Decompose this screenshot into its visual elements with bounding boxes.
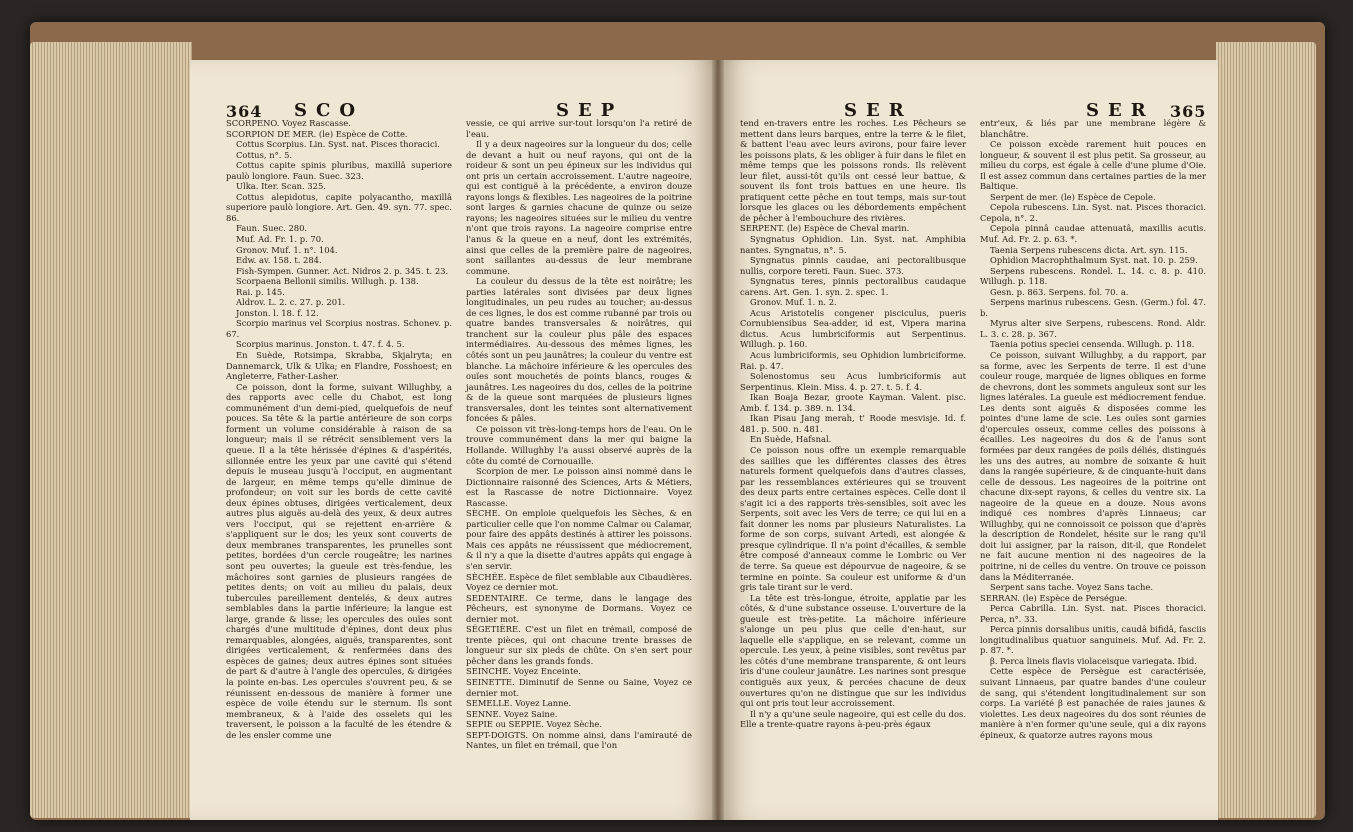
left-page-edges xyxy=(30,42,192,818)
left-column-1 xyxy=(226,118,452,740)
paragraph: La couleur du dessus de la tête est noirâtre; les parties latérales sont divisées par deux lignes longitudinales, un peu rudes au toucher; au-dessus de ces lignes, le dos est comme rubanné par trois ou quatre bandes transversales & noirâtres, qui tranchent sur la couleur plus pâle des espaces intermédiaires. Au-dessous des mêmes lignes, les côtés sont un peu jaunâtres; la couleur du ventre est blanche. La mâchoire inférieure & les opercules des ouïes sont mouchetés de points blancs, rouges & jaunâtres. Les nageoires du dos, celles de la poitrine & de la queue sont marquées de plusieurs lignes transversales, dont les teintes sont alternativement foncées & pâles. xyxy=(466,276,692,424)
paragraph: Ce poisson, dont la forme, suivant Willughby, a des rapports avec celle du Chabot, est long communément d'un demi-pied, quelquefois de neuf pouces. Sa tête & la partie antérieure de son corps forment un volume considérable à raison de sa longueur; mais il se rétrécit sensiblement vers la queue. Il a la tête hérissée d'épines & d'aspérités, sillonnée entre les yeux par une cavité qui s'étend depuis le museau jusqu'à l'occiput, en augmentant de largeur, en même temps qu'elle diminue de profondeur; on voit sur les bords de cette cavité deux épines obtuses, dirigées verticalement, deux autres plus aiguës au-delà des yeux, & deux autres vers l'occiput, qui se rejettent en-arrière & s'appliquent sur le dos; les yeux sont couverts de deux membranes transparentes, les prunelles sont petites, bordées d'un cercle rougeâtre; les narines sont peu ouvertes; la gueule est très-fendue, les mâchoires sont garnies de plusieurs rangées de petites dents; on voit au milieu du palais, deux tubercules pareillement dentelés, & deux autres semblables dans la partie inférieure; la langue est large, grande & lisse; les opercules des ouïes sont chargés d'une multitude d'épines, dont deux plus remarquables, alongées, aiguës, transparentes, sont dirigées verticalement, & renfermées dans des espèces de gaines; deux autres épines sont situées de part & d'autre à l'angle des opercules, & dirigées la pointe en-bas. Les opercules s'ouvrent peu, & se réunissent en-dessous de manière à former une espèce de voile étendu sur le sternum. Ils sont membraneux, & à l'aide des osselets qui les traversent, le poisson a la faculté de les étendre & de les ensler comme une xyxy=(226,381,452,740)
paragraph: SÉGETIÈRE. C'est un filet en trémail, composé de trente pièces, qui ont chacune trente brasses de longueur sur six pieds de chûte. On s'en sert pour pêcher dans les grands fonds. xyxy=(466,624,692,666)
paragraph: Syngnatus pinnis caudae, ani pectoralibusque nullis, corpore tereti. Faun. Suec. 373. xyxy=(740,255,966,276)
paragraph: Acus Aristotelis congener pisciculus, pueris Cornubiensibus Sea-adder, id est, Vipera marina dictus. Acus lumbriciformis aut Serpentinus. Willugh. p. 160. xyxy=(740,307,966,350)
paragraph: Perca pinnis dorsalibus unitis, caudâ bifidâ, fasciis longitudinalibus quatuor sanguineis. Muf. Ad. Fr. 2. p. 87. *. xyxy=(980,624,1206,656)
paragraph: SCORPENO. Voyez Rascasse. xyxy=(226,118,351,128)
paragraph: SCORPION DE MER. (le) Espèce de Cotte. xyxy=(226,128,408,139)
paragraph: Muf. Ad. Fr. 1. p. 70. xyxy=(236,234,324,245)
paragraph: Scorpaena Bellonii similis. Willugh. p. 138. xyxy=(236,276,419,287)
paragraph: tend en-travers entre les roches. Les Pêcheurs se mettent dans leurs barques, entre la terre & le filet, & battent l'eau avec leurs avirons, pour faire lever les poissons plats, & les obliger à fuir dans le filet en même temps que les poissons ronds. Ils relèvent leur filet, aussi-tôt qu'ils ont cessé leur battue, & souvent ils font trois battues en une heure. Ils pratiquent cette pêche en tout temps, mais sur-tout lorsque les glaces ou les débordements empêchent de pêcher à l'embouchure des rivières. xyxy=(740,118,966,223)
paragraph: Syngnatus Ophidion. Lin. Syst. nat. Amphibia nantes. Syngnatus, n°. 5. xyxy=(740,234,966,255)
paragraph: SEINCHE. Voyez Enceinte. xyxy=(466,666,581,677)
paragraph: Cottus, n°. 5. xyxy=(236,149,293,160)
paragraph: SERRAN. (le) Espèce de Perségue. xyxy=(980,592,1128,603)
book-spread xyxy=(30,22,1325,820)
paragraph: Gesn. p. 863. Serpens. fol. 70. a. xyxy=(990,286,1129,297)
paragraph: En Suède, Hafsnal. xyxy=(750,434,832,445)
paragraph: Serpent de mer. (le) Espèce de Cepole. xyxy=(990,191,1156,202)
right-page-number: 365 xyxy=(1170,102,1207,121)
paragraph: Ce poisson excède rarement huit pouces en longueur, & souvent il est plus petit. Sa grosseur, au milieu du corps, est égale à celle d'une plume d'Oie. Il est assez commun dans certaines parties de la mer Baltique. xyxy=(980,139,1206,192)
paragraph: Taenia potius speciei censenda. Willugh. p. 118. xyxy=(990,339,1195,350)
paragraph: SEPT-DOIGTS. On nomme ainsi, dans l'amirauté de Nantes, un filet en trémail, que l'on xyxy=(466,729,692,751)
paragraph: SEMELLE. Voyez Lanne. xyxy=(466,698,572,709)
paragraph: Scorpion de mer. Le poisson ainsi nommé dans le Dictionnaire raisonné des Sciences, Arts & Métiers, est la Rascasse de notre Dictionnaire. Voyez Rascasse. xyxy=(466,466,692,508)
paragraph: Ikan Pisau Jang merah, t' Roode mesvisje. Id. f. 481. p. 500. n. 481. xyxy=(740,413,966,434)
paragraph: SEINETTE. Diminutif de Senne ou Saine, Voyez ce dernier mot. xyxy=(466,676,692,698)
right-page xyxy=(718,60,1218,820)
right-column-2 xyxy=(980,118,1206,740)
paragraph: Scorpio marinus vel Scorpius nostras. Schonev. p. 67. xyxy=(226,318,452,339)
paragraph: Ce poisson nous offre un exemple remarquable des saillies que les différentes classes des êtres naturels forment quelquefois dans d'autres classes, par les ressemblances extérieures qui se trouvent des deux parts entre certaines espèces. Celle dont il s'agit ici a des rapports très-sensibles, soit avec les Serpents, soit avec les Vers de terre; ce qui lui en a fait donner les noms par plusieurs Naturalistes. La forme de son corps, suivant Artedi, est alongée & presque cylindrique. Il n'a point d'écailles, & semble être composé d'anneaux comme le Lombric ou Ver de terre. Sa queue est dépourvue de nageoire, & se termine en pointe. Sa couleur est uniforme & d'un gris tale tirant sur le verd. xyxy=(740,444,966,593)
paragraph: Cepola pinnâ caudae attenuatâ, maxillis acutis. Muf. Ad. Fr. 2. p. 63. *. xyxy=(980,223,1206,245)
paragraph: SEDENTAIRE. Ce terme, dans le langage des Pêcheurs, est synonyme de Dormans. Voyez ce dernier mot. xyxy=(466,592,692,624)
paragraph: Jonston. l. 18. f. 12. xyxy=(236,307,319,318)
paragraph: SERPENT. (le) Espèce de Cheval marin. xyxy=(740,223,910,234)
paragraph: Ulka. Iter. Scan. 325. xyxy=(236,181,326,192)
paragraph: Faun. Suec. 280. xyxy=(236,223,308,234)
paragraph: Ophidion Macrophthalmum Syst. nat. 10. p. 259. xyxy=(990,255,1198,266)
right-page-edges xyxy=(1216,42,1316,818)
paragraph: La tête est très-longue, étroite, applatie par les côtés, & d'une substance osseuse. L'ouverture de la gueule est très-petite. La mâchoire inférieure s'alonge un peu plus que celle d'en-haut, sur laquelle elle s'applique, en se relevant, comme un opercule. Les yeux, à peine visibles, sont revêtus par les côtés d'une membrane transparente, & ont leurs iris d'une couleur jaunâtre. Les narines sont presque contiguës aux yeux, & percées chacune de deux ouvertures qu'on ne distingue que sur les individus qui ont pris tout leur accroissement. xyxy=(740,592,966,709)
paragraph: Gronov. Muf. 1. n. 2. xyxy=(750,297,837,308)
paragraph: Taenia Serpens rubescens dicta. Art. syn. 115. xyxy=(990,244,1188,255)
paragraph: Cottus alepidotus, capite polyacantho, maxillâ superiore paulò longiore. Art. Gen. 49. syn. 77. spec. 86. xyxy=(226,191,452,223)
paragraph: Solenostomus seu Acus lumbriciformis aut Serpentinus. Klein. Miss. 4. p. 27. t. 5. f. 4. xyxy=(740,371,966,392)
paragraph: Cepola rubescens. Lin. Syst. nat. Pisces thoracici. Cepola, n°. 2. xyxy=(980,202,1206,223)
paragraph: Myrus alter sive Serpens, rubescens. Rond. Aldr. L. 3. c. 28. p. 367. xyxy=(980,318,1206,339)
book-gutter xyxy=(712,60,724,820)
paragraph: Cette espèce de Persègue est caractérisée, suivant Linnaeus, par quatre bandes d'une couleur de sang, qui s'étendent longitudinalement sur son corps. La variété β est panachée de raies jaunes & violettes. Les deux nageoires du dos sont réunies de manière à n'en former qu'une seule, qui a dix rayons épineux, & quatorze autres rayons mous xyxy=(980,666,1206,740)
right-column-1 xyxy=(740,118,966,730)
left-page xyxy=(190,60,718,820)
paragraph: entr'eux, & liés par une membrane légère & blanchâtre. xyxy=(980,118,1206,139)
right-head-ser-2: SER xyxy=(1086,100,1155,121)
paragraph: Serpent sans tache. Voyez Sans tache. xyxy=(990,582,1154,593)
paragraph: SEPIE ou SEPPIE. Voyez Sèche. xyxy=(466,719,603,730)
paragraph: Acus lumbriciformis, seu Ophidion lumbriciforme. Rai. p. 47. xyxy=(740,350,966,371)
paragraph: Perca Cabrilla. Lin. Syst. nat. Pisces thoracici. Perca, n°. 33. xyxy=(980,603,1206,624)
paragraph: Cottus capite spinis pluribus, maxillâ superiore paulò longiore. Faun. Suec. 323. xyxy=(226,160,452,181)
paragraph: Ce poisson vit très-long-temps hors de l'eau. On le trouve communément dans la mer qui baigne la Hollande. Willughby l'a aussi observé auprès de la côte du comté de Cornouaille. xyxy=(466,423,692,466)
paragraph: SENNE. Voyez Saine. xyxy=(466,708,558,719)
paragraph: Ikan Boaja Bezar, groote Kayman. Valent. pisc. Amb. f. 134. p. 389. n. 134. xyxy=(740,392,966,413)
paragraph: Syngnatus teres, pinnis pectoralibus caudaque carens. Art. Gen. 1. syn. 2. spec. 1. xyxy=(740,276,966,297)
left-column-2 xyxy=(466,118,692,751)
left-head-sco: SCO xyxy=(294,100,365,121)
paragraph: Edw. av. 158. t. 284. xyxy=(236,255,322,266)
paragraph: Ce poisson, suivant Willughby, a du rapport, par sa forme, avec les Serpents de terre. Il est d'une couleur rouge, marquée de lignes obliques en forme de chevrons, dont les sommets anguleux sont sur les lignes latérales. La gueule est médiocrement fendue. Les dents sont aiguës & disposées comme les pointes d'une lame de scie. Les ouïes sont garnies d'opercules osseux, comme celles des poissons à écailles. Les nageoires du dos & de l'anus sont formées par deux rangées de poils déliés, distingués les uns des autres, au nombre de soixante & huit dans la rangée supérieure, & de cinquante-huit dans celle de dessous. Les nageoires de la poitrine ont chacune dix-sept rayons, & celles du ventre six. La nageoire de la queue en a douze. Nous avons indiqué ces nombres d'après Linnaeus; car Willughby, qui ne connoissoit ce poisson que d'après la description de Rondelet, hésite sur le rang qu'il doit lui assigner, par la raison, dit-il, que Rondelet ne fait aucune mention ni des nageoires de la poitrine, ni de celles du ventre. On trouve ce poisson dans la Méditerranée. xyxy=(980,350,1206,582)
paragraph: Rai. p. 145. xyxy=(236,286,285,297)
right-head-ser-1: SER xyxy=(844,100,913,121)
paragraph: SÈCHE. On emploie quelquefois les Sèches, & en particulier celle que l'on nomme Calmar ou Calamar, pour faire des appâts destinés à attirer les poissons. Mais ces appâts ne réussissent que médiocrement, & il n'y a que la disette d'autres appâts qui engage à s'en servir. xyxy=(466,508,692,571)
paragraph: Fish-Sympen. Gunner. Act. Nidros 2. p. 345. t. 23. xyxy=(236,265,449,276)
paragraph: Serpens rubescens. Rondel. L. 14. c. 8. p. 410. Willugh. p. 118. xyxy=(980,265,1206,287)
left-head-sep: SEP xyxy=(556,100,624,121)
paragraph: SÈCHÉE. Espèce de filet semblable aux Cibaudières. Voyez ce dernier mot. xyxy=(466,571,692,593)
paragraph: Il y a deux nageoires sur la longueur du dos; celle de devant a huit ou neuf rayons, qui ont de la roideur & sont un peu épineux sur les individus qui ont pris un certain accroissement. L'autre nageoire, qui est contiguë à la précédente, a environ douze rayons longs & flexibles. Les nageoires de la poitrine sont larges & garnies chacune de quinze ou seize rayons; les nageoires situées sur le milieu du ventre n'ont que trois rayons. La nageoire comprise entre l'anus & la queue en a neuf, dont les extrémités, ainsi que celles de la première paire de nageoires, sont saillantes au-dessus de leur membrane commune. xyxy=(466,139,692,276)
left-page-number: 364 xyxy=(226,102,263,121)
paragraph: Scorpius marinus. Jonston. t. 47. f. 4. 5. xyxy=(236,339,405,350)
paragraph: Aldrov. L. 2. c. 27. p. 201. xyxy=(236,297,346,308)
paragraph: En Suède, Rotsimpa, Skrabba, Skjalryta; en Dannemarck, Ulk & Ulka; en Flandre, Fosshoest; en Angleterre, Father-Lasher. xyxy=(226,350,452,382)
paragraph: Il n'y a qu'une seule nageoire, qui est celle du dos. Elle a trente-quatre rayons à-peu-près égaux xyxy=(740,708,966,730)
paragraph: β. Perca lineis flavis violaceisque variegata. Ibid. xyxy=(990,655,1197,666)
paragraph: Cottus Scorpius. Lin. Syst. nat. Pisces thoracici. xyxy=(236,139,440,150)
paragraph: Gronov. Muf. 1. n°. 104. xyxy=(236,244,338,255)
paragraph: Serpens marinus rubescens. Gesn. (Germ.) fol. 47. b. xyxy=(980,297,1206,318)
paragraph: vessie, ce qui arrive sur-tout lorsqu'on l'a retiré de l'eau. xyxy=(466,118,692,139)
